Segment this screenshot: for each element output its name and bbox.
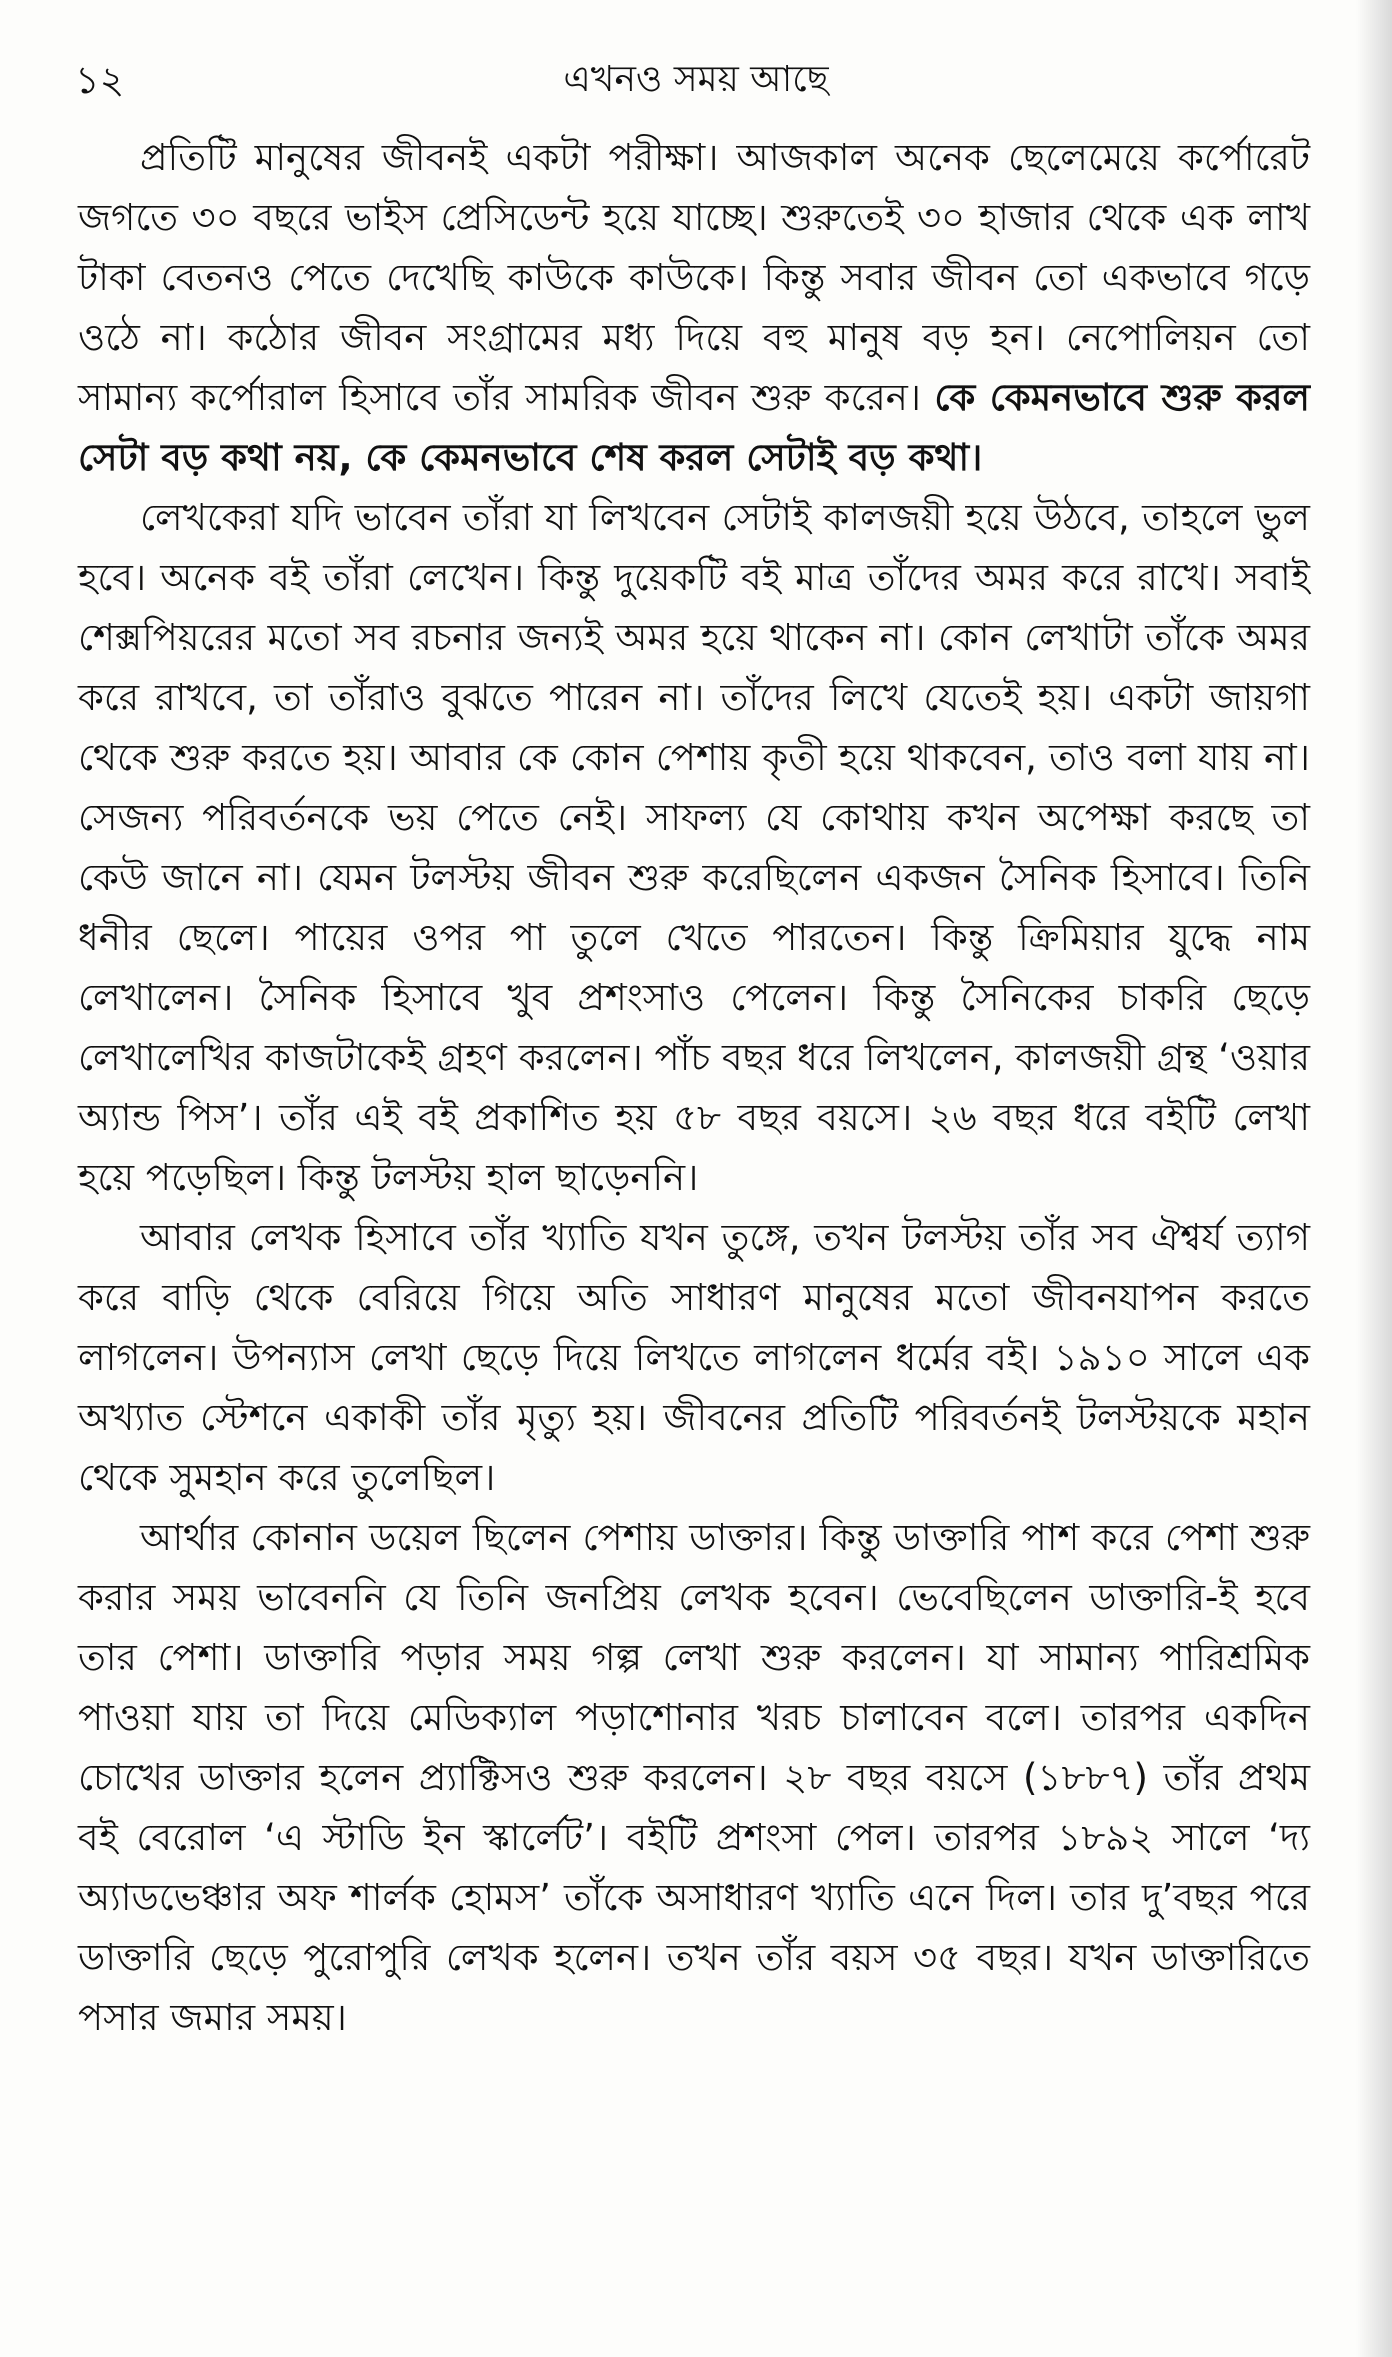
paragraph-1-text: প্রতিটি মানুষের জীবনই একটা পরীক্ষা। আজকাল অনেক ছেলেমেয়ে কর্পোরেট জগতে ৩০ বছরে ভাইস প্রেসিডেন্ট হয়ে যাচ্ছে। শুরুতেই ৩০ হাজার থেকে এক লাখ টাকা বেতনও পেতে দেখেছি কাউকে কাউকে। কিন্তু সবার জীবন তো একভাবে গড়ে ওঠে না। কঠোর জীবন সংগ্রামের মধ্য দিয়ে বহু মানুষ বড় হন। নেপোলিয়ন তো সামান্য কর্পোরাল হিসাবে তাঁর সামরিক জীবন শুরু করেন। — [78, 136, 1310, 419]
page-number: ১২ — [75, 58, 125, 102]
page-header — [75, 40, 1317, 120]
paragraph-2 — [78, 488, 1310, 1208]
paragraph-3 — [78, 1208, 1310, 1508]
paragraph-4-text: আর্থার কোনান ডয়েল ছিলেন পেশায় ডাক্তার। কিন্তু ডাক্তারি পাশ করে পেশা শুরু করার সময় ভাবেননি যে তিনি জনপ্রিয় লেখক হবেন। ভেবেছিলেন ডাক্তারি-ই হবে তার পেশা। ডাক্তারি পড়ার সময় গল্প লেখা শুরু করলেন। যা সামান্য পারিশ্রমিক পাওয়া যায় তা দিয়ে মেডিক্যাল পড়াশোনার খরচ চালাবেন বলে। তারপর একদিন চোখের ডাক্তার হলেন প্র্যাক্টিসও শুরু করলেন। ২৮ বছর বয়সে (১৮৮৭) তাঁর প্রথম বই বেরোল ‘এ স্টাডি ইন স্কার্লেট’। বইটি প্রশংসা পেল। তারপর ১৮৯২ সালে ‘দ্য অ্যাডভেঞ্চার অফ শার্লক হোমস’ তাঁকে অসাধারণ খ্যাতি এনে দিল। তার দু’বছর পরে ডাক্তারি ছেড়ে পুরোপুরি লেখক হলেন। তখন তাঁর বয়স ৩৫ বছর। যখন ডাক্তারিতে পসার জমার সময়। — [78, 1516, 1310, 2039]
paragraph-4 — [78, 1508, 1310, 2048]
paragraph-1 — [78, 128, 1310, 488]
page-edge-shadow — [1356, 0, 1392, 2357]
running-title: এখনও সময় আছে — [563, 59, 829, 100]
body-text — [78, 128, 1310, 2048]
paragraph-1-bold-quote: কে কেমনভাবে শুরু করল সেটা বড় কথা নয়, কে কেমনভাবে শেষ করল সেটাই বড় কথা। — [78, 376, 1310, 479]
paragraph-2-text: লেখকেরা যদি ভাবেন তাঁরা যা লিখবেন সেটাই কালজয়ী হয়ে উঠবে, তাহলে ভুল হবে। অনেক বই তাঁরা লেখেন। কিন্তু দুয়েকটি বই মাত্র তাঁদের অমর করে রাখে। সবাই শেক্সপিয়রের মতো সব রচনার জন্যই অমর হয়ে থাকেন না। কোন লেখাটা তাঁকে অমর করে রাখবে, তা তাঁরাও বুঝতে পারেন না। তাঁদের লিখে যেতেই হয়। একটা জায়গা থেকে শুরু করতে হয়। আবার কে কোন পেশায় কৃতী হয়ে থাকবেন, তাও বলা যায় না। সেজন্য পরিবর্তনকে ভয় পেতে নেই। সাফল্য যে কোথায় কখন অপেক্ষা করছে তা কেউ জানে না। যেমন টলস্টয় জীবন শুরু করেছিলেন একজন সৈনিক হিসাবে। তিনি ধনীর ছেলে। পায়ের ওপর পা তুলে খেতে পারতেন। কিন্তু ক্রিমিয়ার যুদ্ধে নাম লেখালেন। সৈনিক হিসাবে খুব প্রশংসাও পেলেন। কিন্তু সৈনিকের চাকরি ছেড়ে লেখালেখির কাজটাকেই গ্রহণ করলেন। পাঁচ বছর ধরে লিখলেন, কালজয়ী গ্রন্থ ‘ওয়ার অ্যান্ড পিস’। তাঁর এই বই প্রকাশিত হয় ৫৮ বছর বয়সে। ২৬ বছর ধরে বইটি লেখা হয়ে পড়েছিল। কিন্তু টলস্টয় হাল ছাড়েননি। — [78, 496, 1310, 1199]
paragraph-3-text: আবার লেখক হিসাবে তাঁর খ্যাতি যখন তুঙ্গে, তখন টলস্টয় তাঁর সব ঐশ্বর্য ত্যাগ করে বাড়ি থেকে বেরিয়ে গিয়ে অতি সাধারণ মানুষের মতো জীবনযাপন করতে লাগলেন। উপন্যাস লেখা ছেড়ে দিয়ে লিখতে লাগলেন ধর্মের বই। ১৯১০ সালে এক অখ্যাত স্টেশনে একাকী তাঁর মৃত্যু হয়। জীবনের প্রতিটি পরিবর্তনই টলস্টয়কে মহান থেকে সুমহান করে তুলেছিল। — [78, 1216, 1310, 1499]
